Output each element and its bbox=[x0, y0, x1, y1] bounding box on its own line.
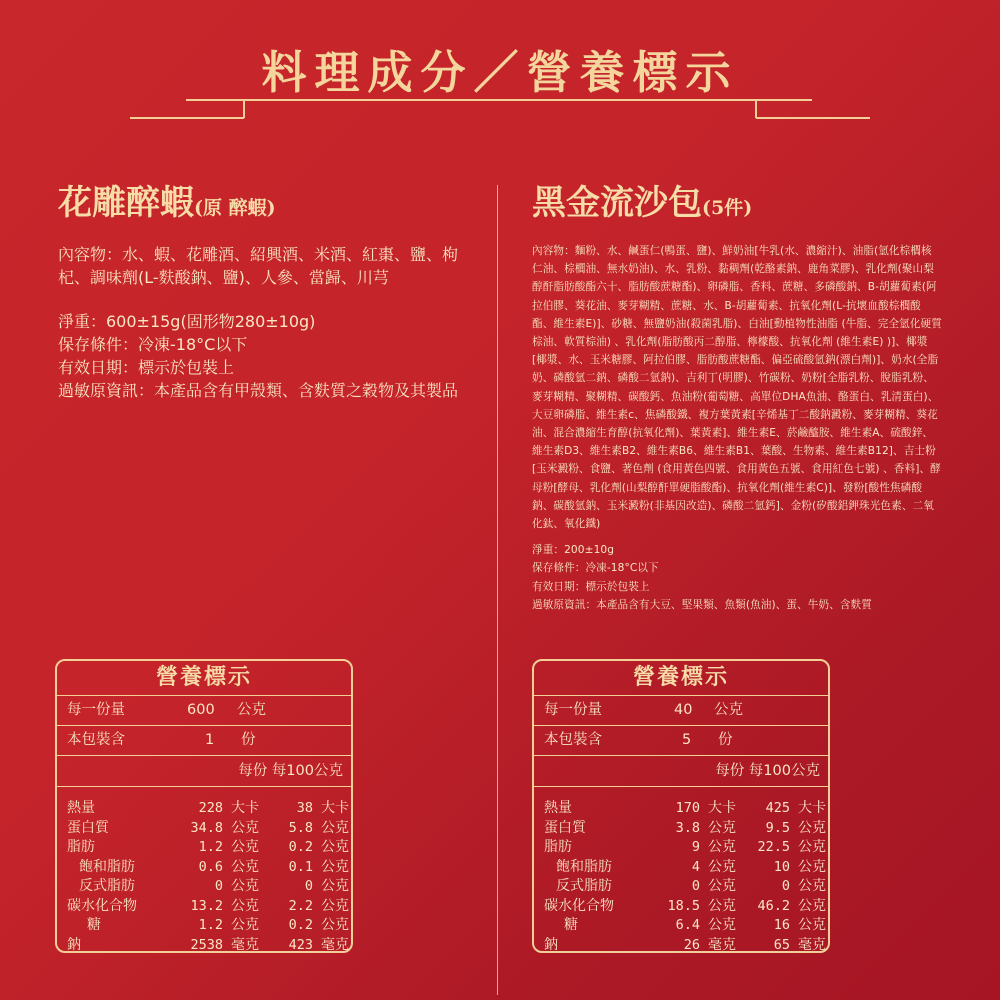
serving-unit: 公克 bbox=[237, 702, 266, 718]
left-weight: 淨重：600±15g(固形物280±10g) bbox=[58, 312, 316, 331]
count-value: 5 bbox=[682, 732, 692, 748]
nutrient-name: 糖 bbox=[87, 917, 101, 933]
nutrient-name: 熱量 bbox=[67, 800, 95, 816]
nutrient-row bbox=[534, 799, 828, 819]
per-serving-value: 3.8 bbox=[675, 819, 700, 836]
per-100g-unit: 毫克 bbox=[321, 936, 349, 953]
serving-size-row bbox=[57, 696, 351, 726]
right-allergen: 過敏原資訊：本產品含有大豆、堅果類、魚類(魚油)、蛋、牛奶、含麩質 bbox=[532, 598, 872, 611]
left-storage: 保存條件：冷凍-18°C以下 bbox=[58, 335, 248, 354]
servings-count-row bbox=[57, 726, 351, 756]
serving-value: 40 bbox=[674, 702, 693, 718]
nutrient-name: 飽和脂肪 bbox=[79, 858, 135, 875]
per-100g-value: 0.2 bbox=[288, 917, 313, 933]
nutrient-row bbox=[57, 877, 351, 897]
per-100g-unit: 公克 bbox=[321, 858, 349, 875]
per-100g-value: 0.2 bbox=[288, 839, 313, 855]
per-serving-unit: 公克 bbox=[708, 839, 736, 855]
per-100g-value: 38 bbox=[296, 800, 313, 816]
per-100g-value: 9.5 bbox=[765, 819, 790, 836]
serving-value: 600 bbox=[187, 702, 215, 718]
per-100g-unit: 毫克 bbox=[798, 936, 826, 953]
nutrient-row bbox=[534, 916, 828, 936]
nutrient-row bbox=[57, 838, 351, 858]
per-100g-value: 425 bbox=[765, 800, 790, 816]
page-title: 料理成分／營養標示 bbox=[261, 46, 739, 99]
per-100g-unit: 公克 bbox=[321, 917, 349, 933]
per-100g-unit: 公克 bbox=[798, 897, 826, 914]
per-100g-unit: 大卡 bbox=[798, 800, 826, 816]
per-100g-unit: 公克 bbox=[798, 819, 826, 836]
per-serving-unit: 公克 bbox=[231, 917, 259, 933]
per-100g-value: 0 bbox=[304, 878, 313, 894]
per-serving-unit: 公克 bbox=[708, 819, 736, 836]
per-100g-value: 46.2 bbox=[757, 897, 790, 914]
per-100g-value: 22.5 bbox=[757, 839, 790, 855]
per-100g-unit: 公克 bbox=[321, 878, 349, 894]
per-serving-value: 9 bbox=[691, 839, 700, 855]
per-100g-value: 423 bbox=[288, 936, 313, 953]
per-serving-unit: 公克 bbox=[708, 917, 736, 933]
nutrition-header: 營養標示 bbox=[534, 661, 828, 696]
column-header-row: 每份 每100公克 bbox=[534, 756, 828, 787]
nutrient-row bbox=[57, 936, 351, 956]
left-product-title bbox=[58, 182, 468, 229]
per-serving-unit: 公克 bbox=[708, 897, 736, 914]
nutrient-name: 脂肪 bbox=[544, 839, 572, 855]
nutrient-row bbox=[534, 897, 828, 917]
per-100g-value: 2.2 bbox=[288, 897, 313, 914]
nutrient-row bbox=[534, 877, 828, 897]
right-product-title bbox=[532, 182, 942, 229]
per-100g-unit: 公克 bbox=[798, 878, 826, 894]
nutrient-row bbox=[57, 799, 351, 819]
per-serving-value: 26 bbox=[683, 936, 700, 953]
left-product-subname: (原 醉蝦) bbox=[194, 197, 276, 219]
left-product-name: 花雕醉蝦 bbox=[58, 183, 194, 223]
serving-size-row bbox=[534, 696, 828, 726]
nutrient-row bbox=[534, 819, 828, 839]
count-unit: 份 bbox=[718, 732, 733, 748]
nutrient-name: 鈉 bbox=[544, 936, 558, 953]
left-product-section bbox=[58, 182, 468, 402]
left-expiry: 有效日期：標示於包裝上 bbox=[58, 358, 235, 377]
per-serving-value: 2538 bbox=[190, 936, 223, 953]
left-nutrition-table bbox=[55, 659, 353, 953]
per-100g-value: 0 bbox=[781, 878, 790, 894]
left-product-info bbox=[58, 243, 468, 402]
per-100g-value: 0.1 bbox=[288, 858, 313, 875]
per-100g-value: 16 bbox=[773, 917, 790, 933]
nutrient-name: 蛋白質 bbox=[67, 819, 109, 836]
per-serving-unit: 大卡 bbox=[708, 800, 736, 816]
per-serving-unit: 公克 bbox=[231, 878, 259, 894]
per-serving-value: 34.8 bbox=[190, 819, 223, 836]
per-100g-unit: 公克 bbox=[321, 897, 349, 914]
per-serving-value: 18.5 bbox=[667, 897, 700, 914]
nutrient-name: 熱量 bbox=[544, 800, 572, 816]
column-divider bbox=[497, 185, 498, 995]
per-serving-unit: 公克 bbox=[708, 878, 736, 894]
right-product-info bbox=[532, 242, 942, 614]
nutrient-name: 鈉 bbox=[67, 936, 81, 953]
per-100g-unit: 大卡 bbox=[321, 800, 349, 816]
servings-count-row bbox=[534, 726, 828, 756]
nutrient-row bbox=[57, 819, 351, 839]
serving-unit: 公克 bbox=[714, 702, 743, 718]
left-ingredients: 內容物：水、蝦、花雕酒、紹興酒、米酒、紅棗、鹽、枸杞、調味劑(L-麩酸鈉、鹽)、人參、當歸、川芎 bbox=[58, 245, 459, 287]
per-serving-unit: 公克 bbox=[708, 858, 736, 875]
right-expiry: 有效日期：標示於包裝上 bbox=[532, 580, 650, 593]
per-serving-unit: 毫克 bbox=[708, 936, 736, 953]
left-allergen: 過敏原資訊：本產品含有甲殼類、含麩質之穀物及其製品 bbox=[58, 381, 459, 400]
per-serving-unit: 公克 bbox=[231, 839, 259, 855]
per-serving-value: 1.2 bbox=[198, 839, 223, 855]
right-ingredients: 內容物：麵粉、水、鹹蛋仁(鴨蛋、鹽)、鮮奶油[牛乳(水、濃縮汁)、油脂(氫化棕櫚核仁油、棕櫚油、無水奶油)、水、乳粉、黏稠劑(乾酪素鈉、鹿角菜膠)、乳化劑(聚山梨醇酐脂肪酸酯六十、脂肪酸蔗糖酯)、卵磷脂、香料、蔗糖、多磷酸鈉、B-胡蘿蔔素(阿拉伯膠、葵花油、麥芽糊精、蔗糖、水、B-胡蘿蔔素、抗氧化劑(L-抗壞血酸棕櫚酸酯、維生素E)]、砂糖、無鹽奶油(殺菌乳脂)、白油[動植物性油脂 (牛脂、完全氫化硬質棕油、軟質棕油) 、乳化劑(脂肪酸丙二醇脂、檸檬酸、抗氧化劑 (維生素E) )]、椰漿[椰漿、水、玉米糖膠、阿拉伯膠、脂肪酸蔗糖酯、偏亞硫酸氫鈉(漂白劑)]、奶水(全脂奶、磷酸氫二鈉、磷酸二氫鈉)、吉利丁(明膠)、竹碳粉、奶粉[全脂乳粉、脫脂乳粉、麥芽糊精、聚糊精、碳酸鈣、魚油粉(葡萄糖、高單位DHA魚油、酪蛋白、乳清蛋白)、大豆卵磷脂、維生素c、焦磷酸鐵、複方葉黃素[辛烯基丁二酸鈉澱粉、麥芽糊精、葵花油、混合濃縮生育醇(抗氧化劑)、葉黃素]、維生素E、菸鹼醯胺、維生素A、硫酸鋅、維生素D3、維生素B2、維生素B6、維生素B1、葉酸、生物素、維生素B12]、吉士粉[玉米澱粉、食鹽、著色劑 (食用黃色四號、食用黃色五號、食用紅色七號) 、香料]、酵母粉[酵母、乳化劑(山梨醇酐單硬脂酸酯)、抗氧化劑(維生素C)]、發粉[酸性焦磷酸鈉、碳酸氫鈉、玉米澱粉(非基因改造)、磷酸二氫鈣]、金粉(矽酸鋁鉀珠光色素、二氧化鈦、氧化鐵) bbox=[532, 245, 942, 531]
per-serving-unit: 毫克 bbox=[231, 936, 259, 953]
nutrient-row bbox=[534, 936, 828, 956]
nutrient-row bbox=[57, 916, 351, 936]
per-serving-value: 0 bbox=[691, 878, 700, 894]
per-100g-value: 5.8 bbox=[288, 819, 313, 836]
per-serving-value: 6.4 bbox=[675, 917, 700, 933]
per-serving-value: 1.2 bbox=[198, 917, 223, 933]
per-serving-value: 4 bbox=[691, 858, 700, 875]
per-serving-value: 0 bbox=[214, 878, 223, 894]
column-header-row: 每份 每100公克 bbox=[57, 756, 351, 787]
nutrition-header: 營養標示 bbox=[57, 661, 351, 696]
nutrient-name: 糖 bbox=[564, 917, 578, 933]
nutrient-name: 碳水化合物 bbox=[544, 897, 614, 914]
right-product-subname: (5件) bbox=[702, 197, 753, 219]
title-underline-ornament bbox=[0, 88, 1000, 138]
right-product-name: 黑金流沙包 bbox=[532, 183, 702, 223]
right-weight: 淨重：200±10g bbox=[532, 544, 615, 557]
per-100g-unit: 公克 bbox=[798, 917, 826, 933]
per-100g-unit: 公克 bbox=[321, 819, 349, 836]
per-serving-value: 0.6 bbox=[198, 858, 223, 875]
nutrient-name: 脂肪 bbox=[67, 839, 95, 855]
nutrient-name: 蛋白質 bbox=[544, 819, 586, 836]
nutrient-name: 反式脂肪 bbox=[79, 878, 135, 894]
count-label: 本包裝含 bbox=[544, 732, 602, 748]
per-serving-unit: 大卡 bbox=[231, 800, 259, 816]
nutrient-row bbox=[534, 858, 828, 878]
per-100g-unit: 公克 bbox=[798, 839, 826, 855]
right-nutrition-table bbox=[532, 659, 830, 953]
per-serving-unit: 公克 bbox=[231, 897, 259, 914]
count-unit: 份 bbox=[241, 732, 256, 748]
nutrient-row bbox=[57, 858, 351, 878]
nutrient-rows bbox=[534, 799, 828, 955]
per-100g-value: 65 bbox=[773, 936, 790, 953]
count-label: 本包裝含 bbox=[67, 732, 125, 748]
nutrient-name: 反式脂肪 bbox=[556, 878, 612, 894]
nutrient-name: 碳水化合物 bbox=[67, 897, 137, 914]
per-serving-unit: 公克 bbox=[231, 819, 259, 836]
per-100g-unit: 公克 bbox=[798, 858, 826, 875]
count-value: 1 bbox=[205, 732, 215, 748]
per-serving-value: 13.2 bbox=[190, 897, 223, 914]
serving-label: 每一份量 bbox=[67, 702, 125, 718]
serving-label: 每一份量 bbox=[544, 702, 602, 718]
per-serving-value: 170 bbox=[675, 800, 700, 816]
right-storage: 保存條件：冷凍-18°C以下 bbox=[532, 562, 659, 575]
per-100g-unit: 公克 bbox=[321, 839, 349, 855]
nutrient-row bbox=[534, 838, 828, 858]
nutrient-name: 飽和脂肪 bbox=[556, 858, 612, 875]
per-100g-value: 10 bbox=[773, 858, 790, 875]
nutrient-row bbox=[57, 897, 351, 917]
nutrient-rows bbox=[57, 799, 351, 955]
per-serving-unit: 公克 bbox=[231, 858, 259, 875]
per-serving-value: 228 bbox=[198, 800, 223, 816]
right-product-section bbox=[532, 182, 942, 614]
